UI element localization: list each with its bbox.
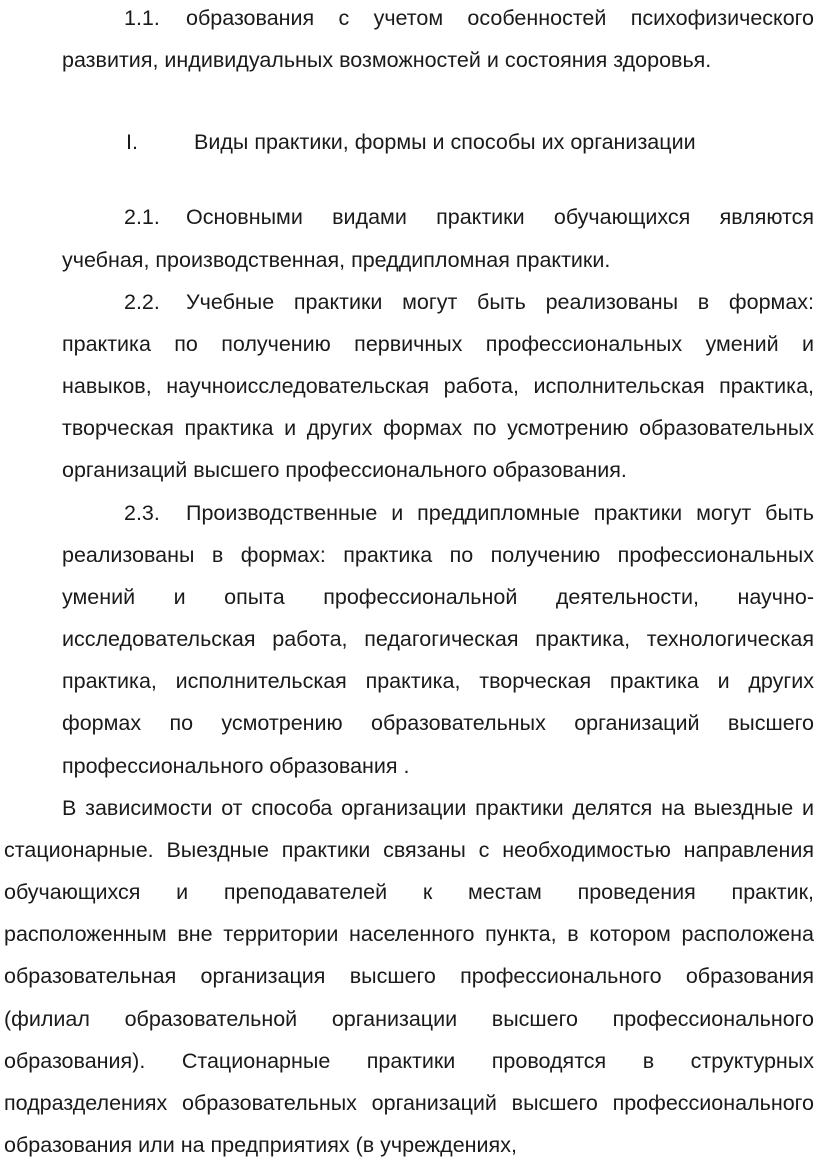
paragraph-line-7: образования). Стационарные практики проводятся в структурных [4, 1049, 814, 1073]
item-2-2-line-1 [124, 287, 814, 317]
item-2-2-line-5: организаций высшего профессионального образования. [62, 458, 627, 482]
paragraph-line-2: стационарные. Выездные практики связаны с необходимостью направления [4, 838, 814, 862]
paragraph-line-9: образования или на предприятиях (в учреждениях, [4, 1133, 517, 1157]
item-2-2-number: 2.2. [124, 290, 160, 314]
section-heading-title: Виды практики, формы и способы их организации [194, 130, 696, 154]
item-1-1-line-2: развития, индивидуальных возможностей и состояния здоровья. [62, 48, 712, 72]
item-1-1-number: 1.1. [124, 6, 160, 30]
item-2-2-line-4: творческая практика и других формах по усмотрению образовательных [62, 416, 814, 440]
item-1-1-line-1 [124, 3, 814, 33]
item-2-3-line-3: умений и опыта профессиональной деятельности, научно- [62, 585, 814, 609]
item-2-1-text-1: Основными видами практики обучающихся являются [186, 205, 814, 229]
item-2-3-text-1: Производственные и преддипломные практики могут быть [186, 501, 814, 525]
paragraph-line-1: В зависимости от способа организации практики делятся на выездные и [62, 796, 814, 820]
item-2-1-line-2: учебная, производственная, преддипломная практики. [62, 248, 611, 272]
paragraph-line-6: (филиал образовательной организации высшего профессионального [4, 1007, 814, 1031]
item-2-3-line-1 [124, 498, 814, 528]
section-heading [126, 127, 696, 157]
paragraph-line-4: расположенным вне территории населенного пункта, в котором расположена [4, 922, 814, 946]
item-2-3-line-5: практика, исполнительская практика, творческая практика и других [62, 669, 814, 693]
paragraph-line-8: подразделениях образовательных организаций высшего профессионального [4, 1091, 814, 1115]
item-2-2-line-2: практика по получению первичных профессиональных умений и [62, 332, 814, 356]
item-1-1-text-1: образования с учетом особенностей психофизического [186, 6, 814, 30]
item-2-2-line-3: навыков, научноисследовательская работа, исполнительская практика, [62, 374, 814, 398]
item-2-3-number: 2.3. [124, 501, 160, 525]
item-2-3-line-6: формах по усмотрению образовательных организаций высшего [62, 711, 814, 735]
item-2-3-line-2: реализованы в формах: практика по получению профессиональных [62, 543, 814, 567]
item-2-3-line-4: исследовательская работа, педагогическая практика, технологическая [62, 627, 814, 651]
item-2-3-line-7: профессионального образования . [62, 754, 410, 778]
item-2-1-number: 2.1. [124, 205, 160, 229]
paragraph-line-3: обучающихся и преподавателей к местам проведения практик, [4, 880, 814, 904]
paragraph-line-5: образовательная организация высшего профессионального образования [4, 964, 814, 988]
section-heading-number: I. [126, 130, 138, 154]
item-2-1-line-1 [124, 202, 814, 232]
item-2-2-text-1: Учебные практики могут быть реализованы в формах: [186, 290, 814, 314]
